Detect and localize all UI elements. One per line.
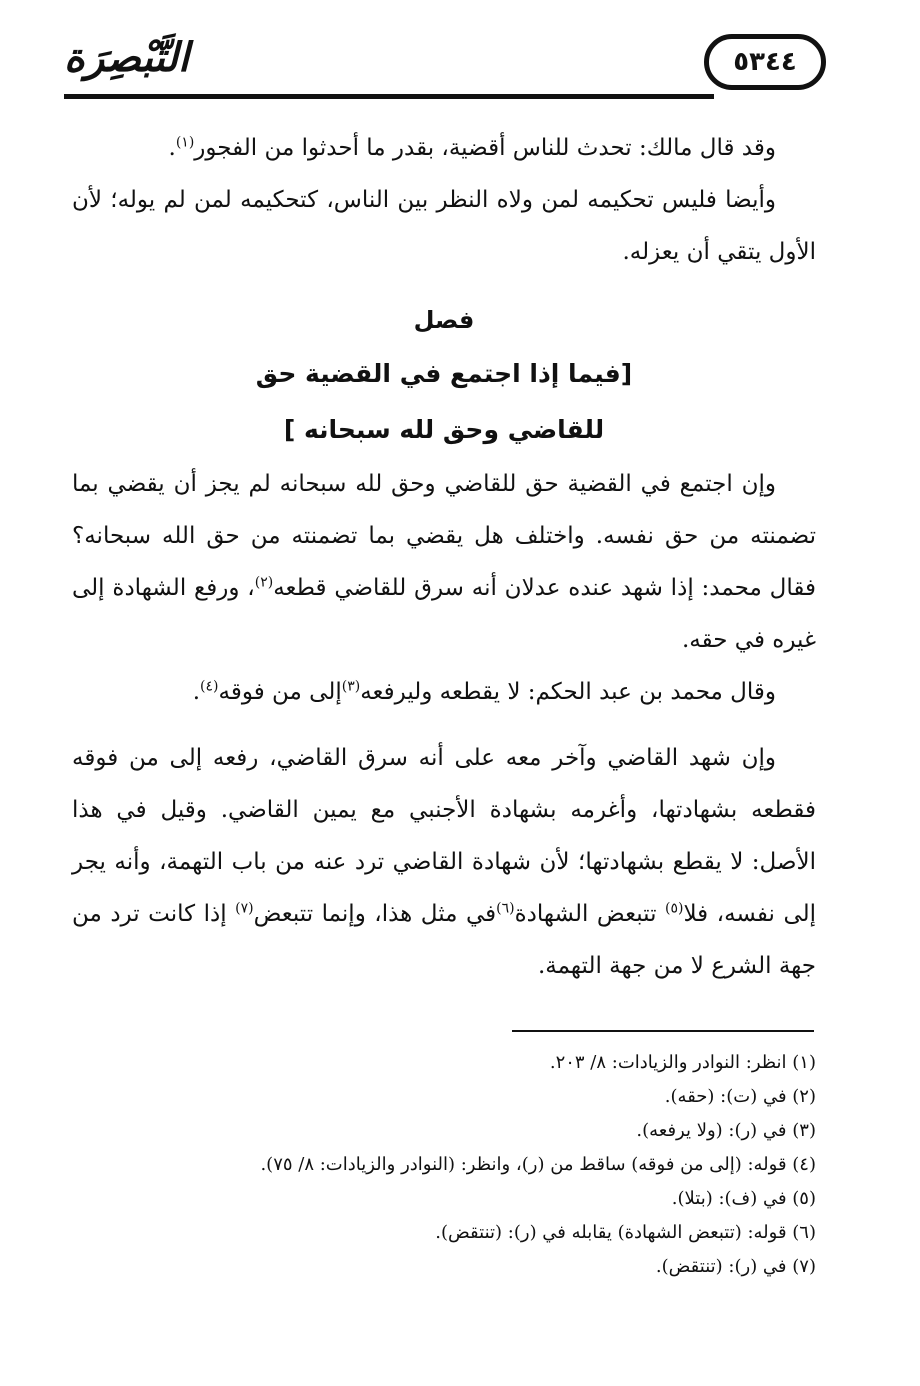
- footnote-ref-6: (٦): [496, 900, 515, 917]
- paragraph-gap: [72, 718, 816, 732]
- main-text: [72, 122, 816, 992]
- footnote-ref-1: (١): [175, 134, 195, 151]
- footnote-3: (٣) في (ر): (ولا يرفعه).: [636, 1120, 816, 1141]
- footnotes: [150, 1046, 816, 1284]
- footnote-5: (٥) في (ف): (بتلا).: [671, 1188, 816, 1209]
- footnote-1: (١) انظر: النوادر والزيادات: ٨/ ٢٠٣.: [549, 1052, 816, 1073]
- section-subheading-line-2: للقاضي وحق لله سبحانه ]: [283, 415, 605, 444]
- footnote-2: (٢) في (ت): (حقه).: [664, 1086, 816, 1107]
- footnote-ref-2: (٢): [254, 574, 274, 591]
- paragraph-5: [72, 732, 816, 992]
- page-number: ٥٣٤٤: [733, 47, 797, 77]
- book-title: التَّبْصِرَة: [64, 34, 190, 81]
- footnote-ref-3: (٣): [341, 678, 361, 695]
- paragraph-4: [72, 666, 816, 718]
- footnote-7: (٧) في (ر): (تنتقض).: [655, 1256, 816, 1277]
- paragraph-1-end: .: [168, 135, 176, 161]
- paragraph-5-text-b: تتبعض الشهادة: [514, 901, 665, 927]
- section-subheading-line-1: [فيما إذا اجتمع في القضية حق: [255, 359, 633, 388]
- paragraph-3: [72, 458, 816, 666]
- footnote-4: (٤) قوله: (إلى من فوقه) ساقط من (ر)، وانظر: (النوادر والزيادات: ٨/ ٧٥).: [260, 1154, 816, 1175]
- footnote-divider: [512, 1030, 814, 1032]
- paragraph-4-text-b: إلى من فوقه: [218, 679, 342, 705]
- section-heading: فصل: [413, 306, 475, 334]
- footnote-6: (٦) قوله: (تتبعض الشهادة) يقابله في (ر): (تنتقض).: [435, 1222, 816, 1243]
- paragraph-3-text: وإن اجتمع في القضية حق للقاضي وحق لله سبحانه لم يجز أن يقضي بما تضمنته من حق نفسه. واختلف هل يقضي بما تضمنته من حق الله سبحانه؟ فقال محمد: إذا شهد عنده عدلان أنه سرق للقاضي قطعه: [72, 471, 816, 601]
- header-rule: [64, 94, 714, 99]
- footnote-ref-4: (٤): [200, 678, 219, 695]
- paragraph-5-text-a: وإن شهد القاضي وآخر معه على أنه سرق القاضي، رفعه إلى من فوقه فقطعه بشهادتها، وأغرمه بشهادة الأجنبي مع يمين القاضي. وقيل في هذا الأصل: لا يقطع بشهادتها؛ لأن شهادة القاضي ترد عنه من باب التهمة، وأنه يجر إلى نفسه، فلا: [72, 745, 817, 927]
- paragraph-3-end: ، ورفع الشهادة إلى غيره في حقه.: [72, 575, 816, 653]
- paragraph-5-text-c: في مثل هذا، وإنما تتبعض: [253, 901, 497, 927]
- paragraph-2: وأيضا فليس تحكيمه لمن ولاه النظر بين الناس، كتحكيمه لمن لم يوله؛ لأن الأول يتقي أن يعزله.: [72, 187, 816, 265]
- paragraph-5-end: إذا كانت ترد من جهة الشرع لا من جهة التهمة.: [72, 901, 816, 979]
- paragraph-1-text: وقد قال مالك: تحدث للناس أقضية، بقدر ما أحدثوا من الفجور: [194, 135, 776, 161]
- paragraph-1: [72, 122, 816, 174]
- footnote-ref-7: (٧): [235, 900, 254, 917]
- footnote-ref-5: (٥): [664, 900, 684, 917]
- paragraph-4-end: .: [192, 679, 201, 705]
- paragraph-4-text-a: وقال محمد بن عبد الحكم: لا يقطعه وليرفعه: [360, 679, 776, 705]
- page-number-badge: [704, 34, 826, 90]
- page-header: [64, 30, 826, 102]
